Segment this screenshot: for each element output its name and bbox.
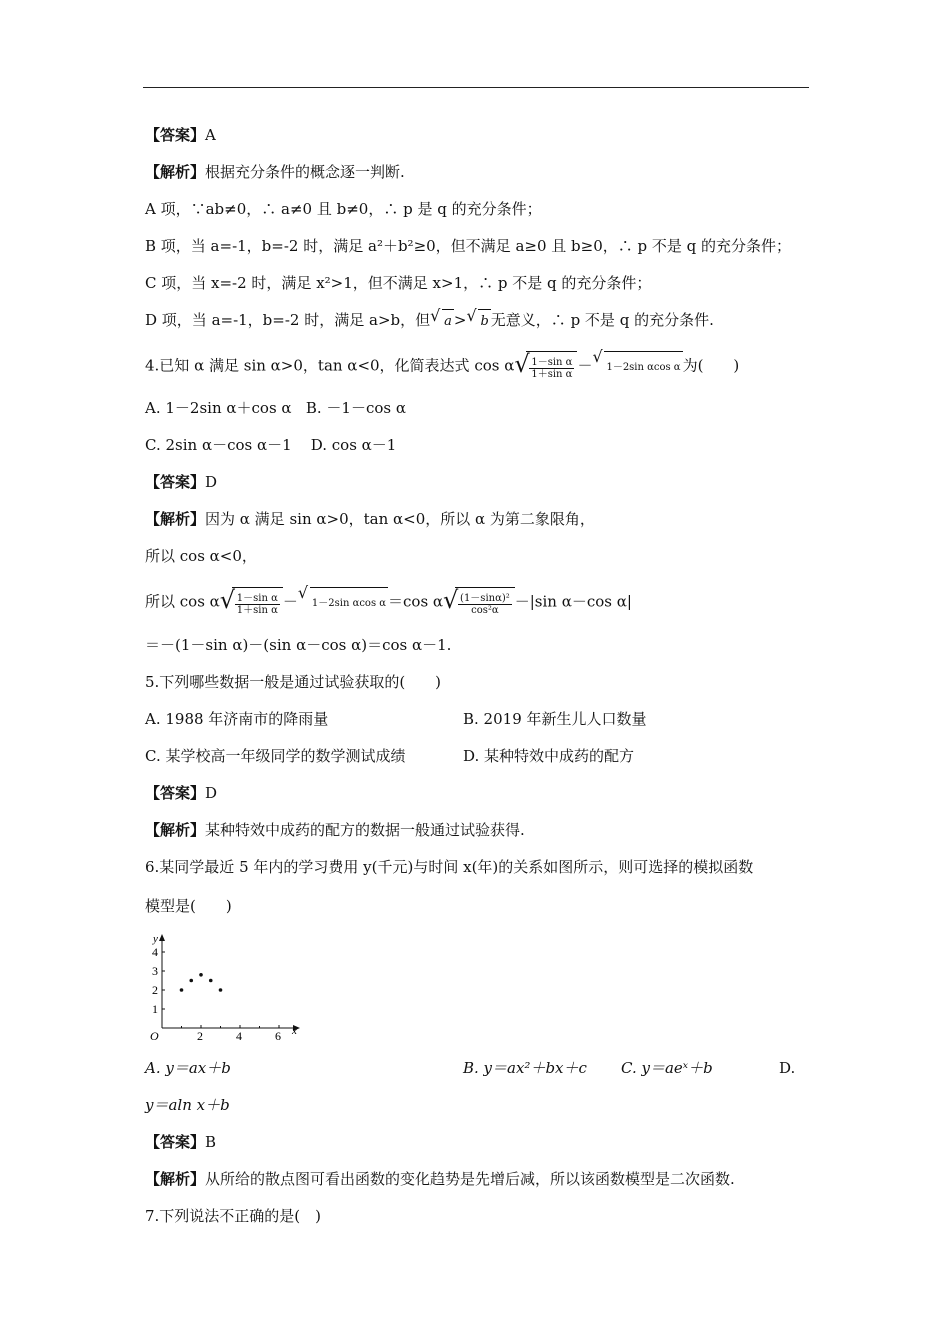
q6-option-a: A. y＝ax＋b [145,1059,231,1077]
q4-analysis-3: 所以 cos α √ $\frac{\text{1－sin α}}{\text{1＋sin α}}$ － √ 1－2sin αcos α ＝cos α √ $\frac{\text{(1－sinα)²}}{\text{cos²α}}$ －|sin α－cos α| [145,586,632,619]
q3-line-d: D 项，当 a=-1，b=-2 时，满足 a>b，但 √ a > √ b 无意义，∴ p 不是 q 的充分条件. [145,309,714,333]
y-axis-arrow [159,934,165,941]
q4-options-cd [145,434,396,456]
q3-answer [145,124,216,146]
q6-option-b: B. y＝ax²＋bx＋c [463,1059,587,1077]
q5-stem: 5.下列哪些数据一般是通过试验获取的( ) [145,673,442,691]
scatter-point [199,973,203,977]
y-tick-label: 4 [152,945,158,959]
answer-label: 【答案】 [145,126,206,144]
q5-option-d: D. 某种特效中成药的配方 [463,747,635,765]
q4-answer: 【答案】D [145,473,218,491]
q5-answer: 【答案】D [145,784,218,802]
header-rule [143,87,809,88]
analysis-text: 根据充分条件的概念逐一判断. [205,163,405,181]
q5-options-ab [145,708,845,730]
q6-stem-2: 模型是( ) [145,897,232,915]
scatter-point [209,979,213,983]
scatter-point [180,988,184,992]
q5-option-a: A. 1988 年济南市的降雨量 [145,710,329,728]
q4-analysis-2: 所以 cos α<0， [145,547,257,565]
x-axis-label: x [292,1025,297,1037]
q3-line-c: C 项，当 x=-2 时，满足 x²>1，但不满足 x>1，∴ p 不是 q 的充分条件； [145,274,652,292]
q4-options-ab [145,397,406,419]
y-tick-label: 2 [152,983,158,997]
x-tick-label: 4 [236,1029,242,1043]
q5-option-c: C. 某学校高一年级同学的数学测试成绩 [145,747,406,765]
sqrt-expr: √ 1－2sin αcos α [592,350,682,383]
sqrt-a: √ a [430,309,454,333]
q3-line-a: A 项，∵ab≠0，∴ a≠0 且 b≠0，∴ p 是 q 的充分条件； [145,200,542,218]
q6-options [145,1057,845,1079]
q3-analysis [145,161,405,183]
y-axis-label: y [153,933,158,945]
q5-option-b: B. 2019 年新生儿人口数量 [463,710,647,728]
q4-stem: 4.已知 α 满足 sin α>0，tan α<0，化简表达式 cos α √ $\frac{\text{1－sin α}}{\text{1＋sin α}}$ － √ 1－2sin αcos α 为( ) [145,350,739,383]
q6-stem-1: 6.某同学最近 5 年内的学习费用 y(千元)与时间 x(年)的关系如图所示，则可选择的模拟函数 [145,858,754,876]
q5-options-cd [145,745,845,767]
q6-answer: 【答案】B [145,1133,217,1151]
q4-analysis-1: 【解析】因为 α 满足 sin α>0，tan α<0，所以 α 为第二象限角， [145,510,595,528]
q6-option-d: y＝aln x＋b [145,1096,230,1114]
scatter-point [189,979,193,983]
sqrt-fraction: √ $\frac{\text{1－sin α}}{\text{1＋sin α}}$ [514,351,577,383]
q7-stem: 7.下列说法不正确的是( ) [145,1207,322,1225]
q4-analysis-4: ＝－(1－sin α)－(sin α－cos α)＝cos α－1. [145,636,452,654]
q4-option-c: C. 2sin α－cos α－1 [145,436,292,454]
sqrt-b: √ b [466,309,490,333]
x-tick-label: 2 [197,1029,203,1043]
y-tick-label: 1 [152,1002,158,1016]
q4-option-a: A. 1－2sin α＋cos α [145,399,292,417]
analysis-label: 【解析】 [145,163,206,181]
scatter-point [219,988,223,992]
q4-option-d: D. cos α－1 [310,436,397,454]
q4-option-b: B. －1－cos α [305,399,406,417]
q6-option-c: C. y＝aeˣ＋b [621,1059,713,1077]
q6-option-d-label: D. [779,1059,796,1077]
q5-analysis: 【解析】某种特效中成药的配方的数据一般通过试验获得. [145,821,525,839]
q3-line-b: B 项，当 a=-1，b=-2 时，满足 a²＋b²≥0，但不满足 a≥0 且 b≥0，∴ p 不是 q 的充分条件； [145,237,792,255]
x-tick-label: 6 [275,1029,281,1043]
origin-label: O [150,1029,159,1043]
y-tick-label: 3 [152,964,158,978]
q6-analysis: 【解析】从所给的散点图可看出函数的变化趋势是先增后减，所以该函数模型是二次函数. [145,1170,735,1188]
answer-value: A [205,126,216,144]
scatter-plot [140,928,310,1043]
